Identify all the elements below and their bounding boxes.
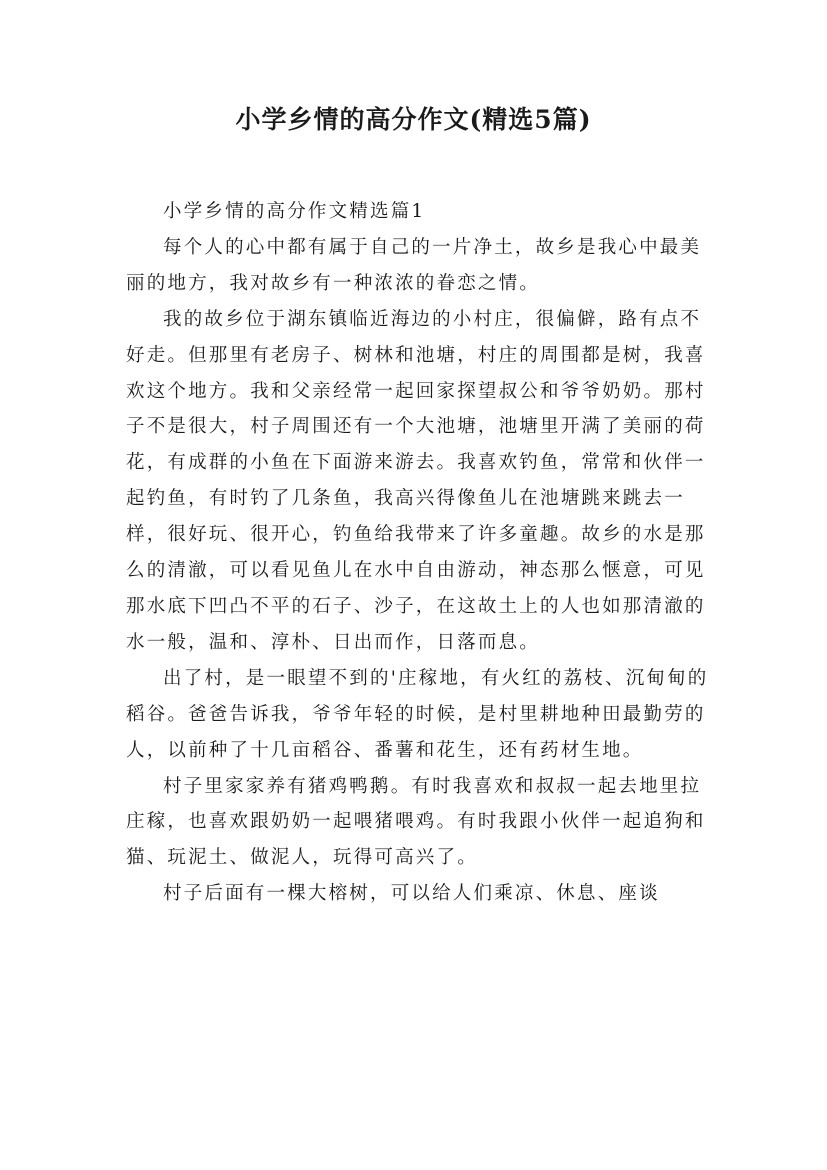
paragraph-1: 每个人的心中都有属于自己的一片净土，故乡是我心中最美丽的地方，我对故乡有一种浓浓的眷恋之情。 [126,236,702,294]
document-body [126,194,716,912]
paragraph-5: 村子后面有一棵大榕树，可以给人们乘凉、休息、座谈 [163,883,660,905]
section-heading: 小学乡情的高分作文精选篇1 [163,201,426,222]
paragraph-3: 出了村，是一眼望不到的'庄稼地，有火红的荔枝、沉甸甸的稻谷。爸爸告诉我，爷爷年轻的时候，是村里耕地种田最勤劳的人，以前种了十几亩稻谷、番薯和花生，还有药材生地。 [126,667,709,761]
document-title: 小学乡情的高分作文(精选5篇) [235,105,592,134]
paragraph-4: 村子里家家养有猪鸡鸭鹅。有时我喜欢和叔叔一起去地里拉庄稼，也喜欢跟奶奶一起喂猪喂鸡。有时我跟小伙伴一起追狗和猫、玩泥土、做泥人，玩得可高兴了。 [126,775,706,869]
paragraph-2: 我的故乡位于湖东镇临近海边的小村庄，很偏僻，路有点不好走。但那里有老房子、树林和池塘，村庄的周围都是树，我喜欢这个地方。我和父亲经常一起回家探望叔公和爷爷奶奶。那村子不是很大，村子周围还有一个大池塘，池塘里开满了美丽的荷花，有成群的小鱼在下面游来游去。我喜欢钓鱼，常常和伙伴一起钓鱼，有时钓了几条鱼，我高兴得像鱼儿在池塘跳来跳去一样，很好玩、很开心，钓鱼给我带来了许多童趣。故乡的水是那么的清澈，可以看见鱼儿在水中自由游动，神态那么惬意，可见那水底下凹凸不平的石子、沙子，在这故土上的人也如那清澈的水一般，温和、淳朴、日出而作，日落而息。 [126,308,706,653]
